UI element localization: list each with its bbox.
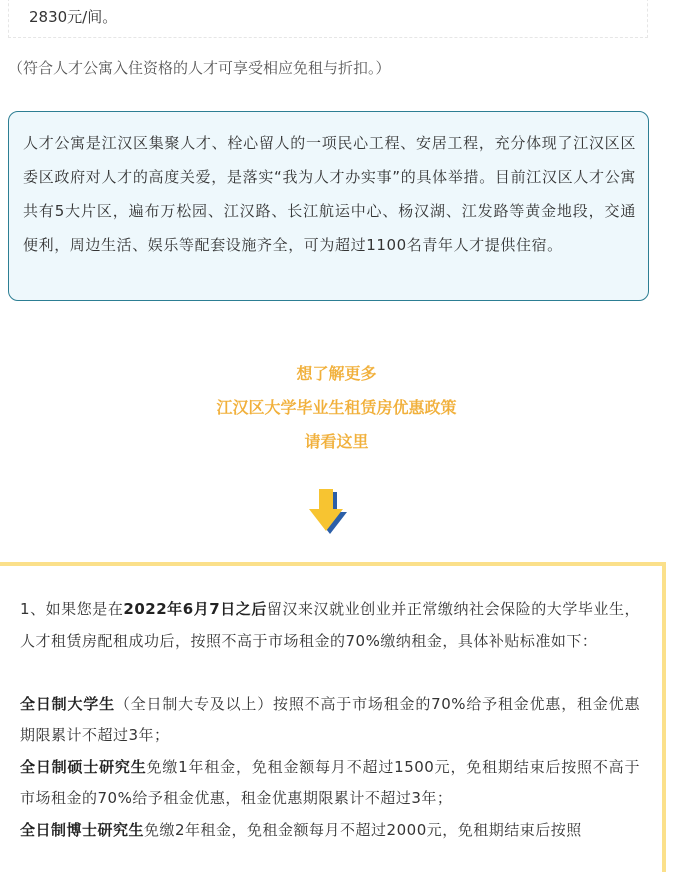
policy-phd	[20, 815, 640, 847]
policy-paragraph-1	[20, 594, 640, 657]
price-text: 2830元/间。	[29, 8, 118, 26]
policy-box	[0, 562, 666, 872]
policy-bachelor	[20, 689, 640, 752]
down-arrow-icon	[306, 488, 350, 540]
master-text: 免缴1年租金，免租金额每月不超过1500元，免租期结束后按照不高于市场租金的70%给予租金优惠，租金优惠期限累计不超过3年；	[20, 757, 640, 807]
master-label: 全日制硕士研究生	[20, 757, 147, 776]
intro-text: 人才公寓是江汉区集聚人才、栓心留人的一项民心工程、安居工程，充分体现了江汉区区委区政府对人才的高度关爱，是落实“我为人才办实事”的具体举措。目前江汉区人才公寓共有5大片区，遍布万松园、江汉路、长江航运中心、杨汉湖、江发路等黄金地段，交通便利，周边生活、娱乐等配套设施齐全，可为超过1100名青年人才提供住宿。	[23, 134, 636, 254]
phd-text: 免缴2年租金，免租金额每月不超过2000元，免租期结束后按照	[144, 820, 582, 839]
spacer	[20, 657, 640, 689]
cta-line-1: 想了解更多	[296, 364, 377, 383]
discount-note: （符合人才公寓入住资格的人才可享受相应免租与折扣。）	[8, 59, 391, 77]
policy-p1-suffix: 留汉来汉就业创业并正常缴纳社会保险的大学毕业生，人才租赁房配租成功后，按照不高于市场租金的70%缴纳租金，具体补贴标准如下：	[20, 600, 641, 650]
cta-line-2: 江汉区大学毕业生租赁房优惠政策	[216, 398, 457, 417]
cta-line-3: 请看这里	[304, 432, 369, 451]
intro-box	[8, 111, 649, 301]
policy-p1-prefix: 1、如果您是在	[20, 600, 124, 618]
phd-label: 全日制博士研究生	[20, 820, 145, 839]
policy-date: 2022年6月7日之后	[123, 600, 267, 618]
bachelor-text: （全日制大专及以上）按照不高于市场租金的70%给予租金优惠，租金优惠期限累计不超过3年；	[20, 694, 640, 744]
policy-master	[20, 752, 640, 815]
policy-content	[20, 594, 640, 846]
price-box	[8, 0, 648, 38]
bachelor-label: 全日制大学生	[20, 694, 115, 713]
